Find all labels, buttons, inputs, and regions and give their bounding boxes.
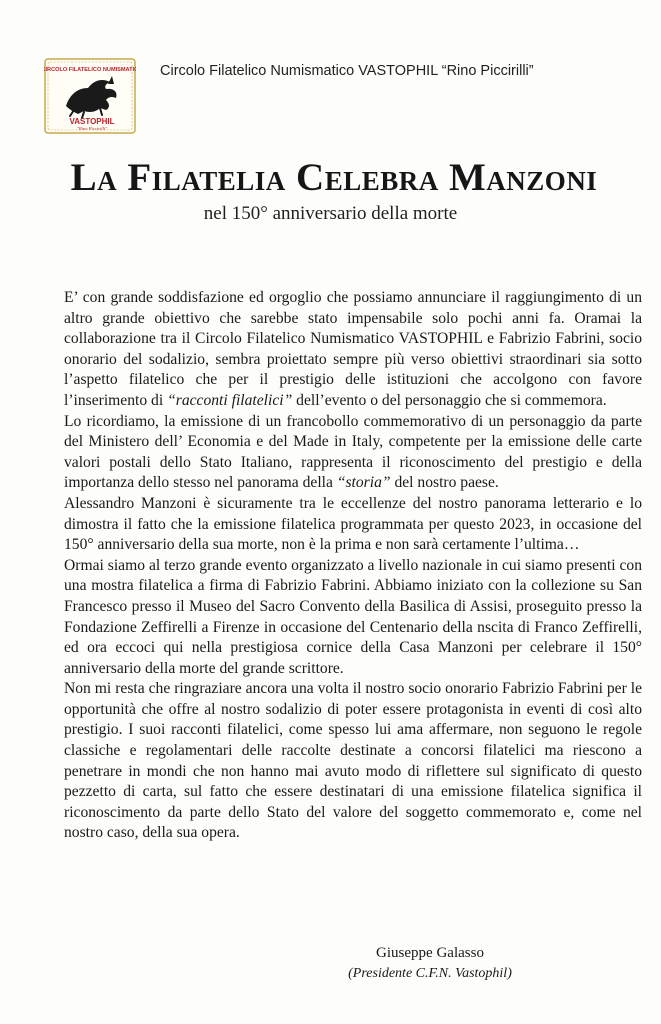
paragraph-5: Non mi resta che ringraziare ancora una volta il nostro socio onorario Fabrizio Fabrini per le opportunità che offre al nostro sodalizio di poter essere protagonista in eventi di così alto prestigio. I suoi racconti filatelici, come spesso lui ama affermare, non seguono le regole classiche e regolamentari delle raccolte destinate a concorsi filatelici ma riescono a penetrare in mondi che non hanno mai avuto modo di riflettere sul significato di questo pezzetto di carta, sul fatto che essere destinatari di una emissione filatelica significa il riconoscimento da parte dello Stato del valore del soggetto commemorato e, come nel nostro caso, della sua opera. [64, 680, 642, 842]
paragraph-2-part-1: Lo ricordiamo, la emissione di un francobollo commemorativo di un personaggio da parte del Ministero dell’ Economia e del Made in Italy, competente per la emissione delle carte valori postali dello Stato Italiano, rappresenta il riconoscimento del prestigio e della importanza dello stesso nel panorama della [64, 412, 642, 492]
paragraph-2 [64, 412, 642, 494]
logo-tagline: "Rino Piccirilli" [76, 126, 108, 131]
paragraph-1 [64, 288, 642, 412]
paragraph-3: Alessandro Manzoni è sicuramente tra le eccellenze del nostro panorama letterario e lo dimostra il fatto che la emissione filatelica programmata per questo 2023, in occasione del 150° anniversario della sua morte, non è la prima e non sarà certamente l’ultima… [64, 494, 642, 554]
organization-name: Circolo Filatelico Numismatico VASTOPHIL “Rino Piccirilli” [160, 63, 534, 79]
paragraph-2-part-2: del nostro paese. [390, 474, 499, 492]
paragraph-2-italic: “storia” [336, 474, 391, 492]
vastophil-logo [44, 58, 136, 134]
paragraph-4: Ormai siamo al terzo grande evento organizzato a livello nazionale in cui siamo presenti con una mostra filatelica a firma di Fabrizio Fabrini. Abbiamo iniziato con la collezione su San Francesco presso il Museo del Sacro Convento della Basilica di Assisi, proseguito presso la Fondazione Zeffirelli a Firenze in occasione del Centenario della nscita di Franco Zeffirelli, ed ora eccoci qui nella prestigiosa cornice della Casa Manzoni per celebrare il 150° anniversario della morte del grande scrittore. [64, 556, 642, 677]
signature-role: (Presidente C.F.N. Vastophil) [348, 966, 512, 981]
body-text [64, 288, 642, 844]
logo-top-text: CIRCOLO FILATELICO NUMISMATICO [44, 67, 136, 73]
paragraph-1-part-2: dell’evento o del personaggio che si commemora. [292, 391, 607, 409]
lion-emblem-logo-icon [44, 58, 136, 134]
signature-name: Giuseppe Galasso [376, 945, 484, 961]
page-title: La Filatelia Celebra Manzoni [70, 156, 598, 199]
paragraph-1-part-1: E’ con grande soddisfazione ed orgoglio che possiamo annunciare il raggiungimento di un altro grande obiettivo che sarebbe stato impensabile solo pochi anni fa. Oramai la collaborazione tra il Circolo Filatelico Numismatico VASTOPHIL e Fabrizio Fabrini, socio onorario del sodalizio, sembra proiettato sempre più verso obiettivi straordinari sia sotto l’aspetto filatelico che per il prestigio delle istituzioni che accolgono con favore l’inserimento di [64, 289, 642, 409]
page-subtitle: nel 150° anniversario della morte [203, 203, 458, 224]
logo-bottom-text: VASTOPHIL [69, 117, 115, 126]
paragraph-1-italic: “racconti filatelici” [167, 391, 293, 409]
